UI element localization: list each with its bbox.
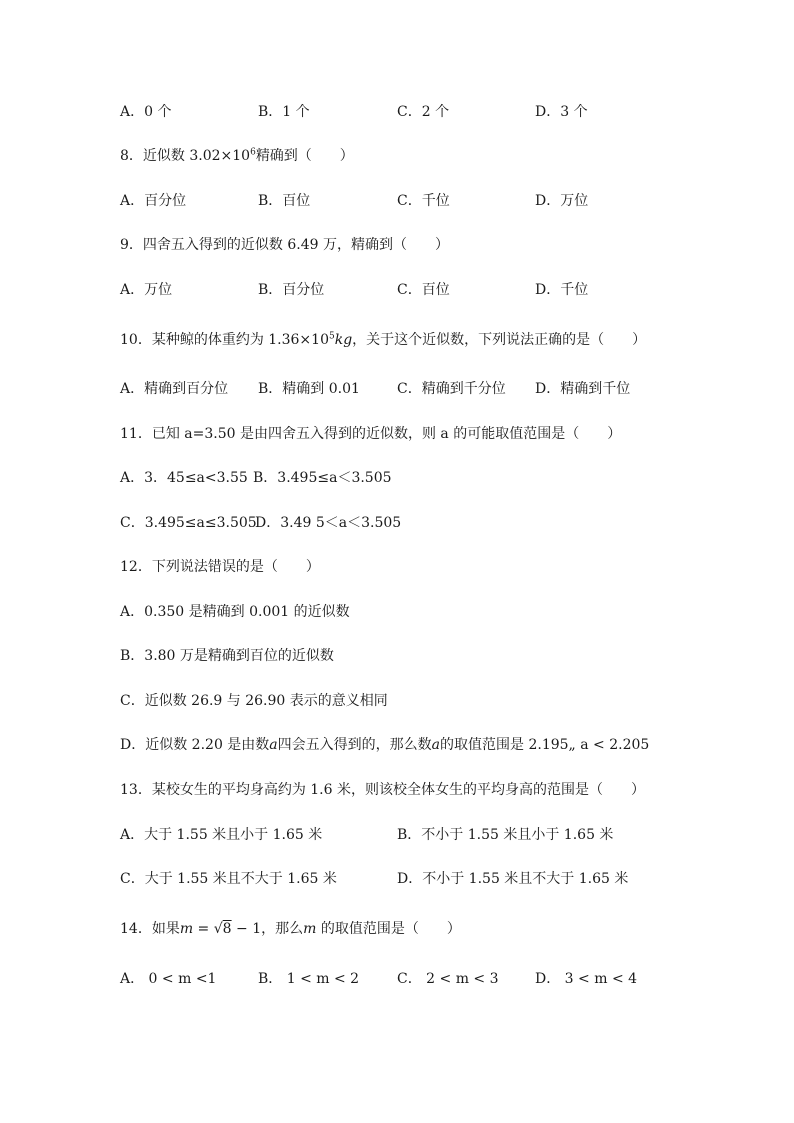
q10-stem-post: ，关于这个近似数，下列说法正确的是（ ） (352, 332, 647, 348)
q8-stem-exp: 6 (250, 147, 256, 158)
q11-option-b: B．3.495≤a＜3.505 (253, 470, 392, 486)
q14-option-a: A． 0 < m <1 (120, 971, 217, 987)
q14-stem-pre: 14．如果 (120, 921, 180, 937)
q10-option-d: D．精确到千位 (535, 381, 631, 397)
q12-option-d (120, 735, 649, 755)
q9-option-c: C．百位 (397, 282, 450, 298)
q10-option-a: A．精确到百分位 (120, 381, 229, 397)
q14-stem-m: m (179, 921, 194, 937)
q11-option-a: A．3．45≤a<3.55 (120, 470, 248, 486)
q13-option-a: A．大于 1.55 米且小于 1.65 米 (120, 827, 323, 843)
q10-stem-exp: 5 (328, 331, 335, 342)
q14-sqrt-icon: √ (213, 921, 223, 937)
q14-stem-eq: = (193, 921, 214, 937)
q12-option-d-pre: D．近似数 2.20 是由数 (120, 737, 270, 753)
q14-stem-minus: − 1，那么 (231, 921, 304, 937)
q12-option-c: C．近似数 26.9 与 26.90 表示的意义相同 (120, 693, 388, 709)
q11-option-c: C．3.495≤a≤3.505 (120, 515, 257, 531)
q8-stem (120, 146, 354, 166)
q8-option-c: C．千位 (397, 193, 450, 209)
q10-stem-pre: 10．某种鲸的体重约为 1.36×10 (120, 332, 329, 348)
q8-option-d: D．万位 (535, 193, 589, 209)
q10-option-b: B．精确到 0.01 (258, 381, 360, 397)
q9-stem: 9．四舍五入得到的近似数 6.49 万，精确到（ ） (120, 237, 449, 253)
q12-stem: 12．下列说法错误的是（ ） (120, 559, 320, 575)
q13-option-b: B．不小于 1.55 米且小于 1.65 米 (397, 827, 614, 843)
q14-stem-m2: m (303, 921, 317, 937)
q11-stem: 11．已知 a=3.50 是由四舍五入得到的近似数，则 a 的可能取值范围是（ ） (120, 426, 622, 442)
q7-option-c: C．2 个 (397, 104, 450, 120)
q11-option-d: D．3.49 5＜a＜3.505 (255, 515, 402, 531)
q8-stem-pre: 8．近似数 3.02×10 (120, 148, 251, 164)
q7-option-b: B．1 个 (258, 104, 310, 120)
q10-stem-unit: kg (334, 332, 353, 348)
q9-option-a: A．万位 (120, 282, 173, 298)
q9-option-d: D．千位 (535, 282, 589, 298)
q13-option-c: C．大于 1.55 米且不大于 1.65 米 (120, 871, 337, 887)
q14-stem-sqrt: 8 (222, 921, 232, 937)
q7-option-a: A．0 个 (120, 104, 172, 120)
q14-option-b: B． 1 < m < 2 (258, 971, 360, 987)
q12-option-a: A．0.350 是精确到 0.001 的近似数 (120, 604, 350, 620)
q13-stem: 13．某校女生的平均身高约为 1.6 米，则该校全体女生的平均身高的范围是（ ） (120, 782, 645, 798)
q14-option-d: D． 3 < m < 4 (535, 971, 638, 987)
q12-option-d-mid: 四会五入得到的，那么数 (277, 737, 432, 753)
q8-option-a: A．百分位 (120, 193, 187, 209)
q12-option-d-var2: a (431, 737, 441, 753)
q7-option-d: D．3 个 (535, 104, 588, 120)
q12-option-d-var: a (269, 737, 278, 753)
q8-stem-post: 精确到（ ） (255, 148, 354, 164)
q12-option-b: B．3.80 万是精确到百位的近似数 (120, 648, 334, 664)
q10-option-c: C．精确到千分位 (397, 381, 506, 397)
q8-option-b: B．百位 (258, 193, 311, 209)
q13-option-d: D．不小于 1.55 米且不大于 1.65 米 (397, 871, 629, 887)
q14-stem-post: 的取值范围是（ ） (316, 921, 461, 937)
q9-option-b: B．百分位 (258, 282, 325, 298)
q14-stem (120, 919, 461, 939)
q12-option-d-post: 的取值范围是 2.195„ a < 2.205 (440, 737, 650, 753)
q14-option-c: C． 2 < m < 3 (397, 971, 499, 987)
q10-stem (120, 330, 646, 350)
